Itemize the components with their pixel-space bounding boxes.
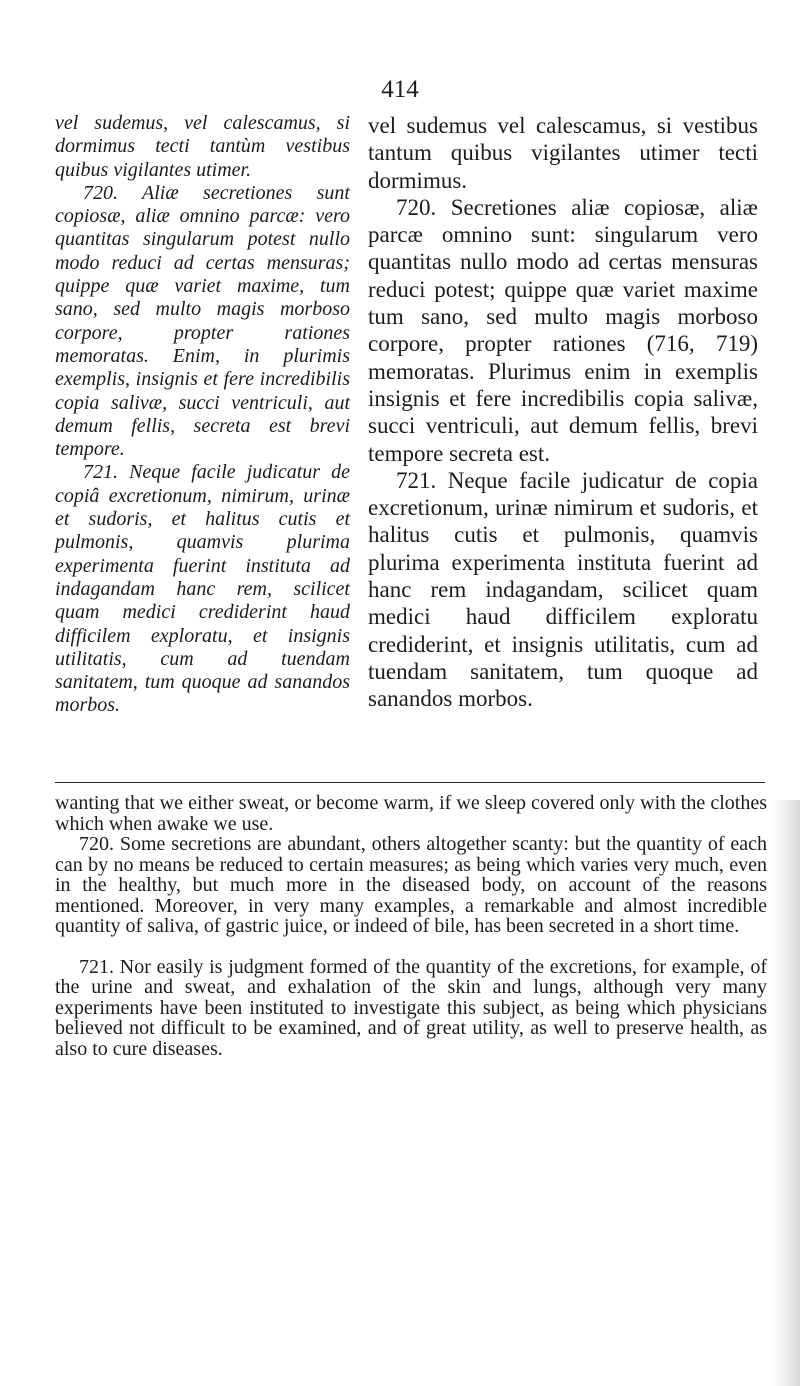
translation-paragraph-721: 721. Nor easily is judgment formed of the quantity of the excretions, for example, of the urine and sweat, and exhalation of the skin and lungs, although very many experiments have been instituted to investigate this subject, as being which physicians believed not difficult to be examined, and of great utility, as well to preserve health, as also to cure diseases. — [55, 955, 767, 1060]
english-translation — [55, 793, 767, 1059]
latin-notes-paragraph-720: 720. Aliæ secretiones sunt copiosæ, aliæ omnino parcæ: vero quantitas singularum potest nullo modo reduci ad certas mensuras; quippe quæ variet maxime, tum sano, sed multo magis morboso corpore, propter rationes memoratas. Enim, in plurimis exemplis, insignis et fere incredibilis copia salivæ, succi ventriculi, aut demum fellis, secreta est brevi tempore. — [55, 181, 350, 461]
latin-text-paragraph-720: 720. Secretiones aliæ copiosæ, aliæ parcæ omnino sunt: singularum vero quantitas nullo modo ad certas mensuras reduci potest; quippe quæ variet maxime tum sano, sed multo magis morboso corpore, propter rationes (716, 719) memoratas. Plurimus enim in exemplis insignis et fere incredibilis copia salivæ, succi ventriculi, aut demum fellis, brevi tempore secreta est. — [368, 194, 758, 466]
page-number: 414 — [381, 76, 419, 103]
latin-notes-paragraph-1: vel sudemus, vel calescamus, si dormimus tecti tantùm vestibus quibus vigilantes utimer. — [55, 112, 350, 181]
translation-paragraph-1: wanting that we either sweat, or become warm, if we sleep covered only with the clothes which when awake we use. — [55, 792, 767, 835]
latin-text-column — [368, 112, 758, 713]
latin-text-paragraph-1: vel sudemus vel calescamus, si vestibus tantum quibus vigilantes utimer tecti dormimus. — [368, 113, 758, 193]
latin-text-paragraph-721: 721. Neque facile judicatur de copia excretionum, urinæ nimirum et sudoris, et halitus cutis et pulmonis, quamvis plurima experimenta instituta fuerint ad hanc rem indagandam, scilicet quam medici haud difficilem exploratu crediderint, et insignis utilitatis, cum ad tuendam sanitatem, tum quoque ad sanandos morbos. — [368, 467, 758, 712]
translation-paragraph-720: 720. Some secretions are abundant, others altogether scanty: but the quantity of each can by no means be reduced to certain measures; as being which varies very much, even in the healthy, but much more in the diseased body, on account of the reasons mentioned. Moreover, in very many examples, a remarkable and almost incredible quantity of saliva, of gastric juice, or indeed of bile, has been secreted in a short time. — [55, 833, 767, 937]
latin-notes-column — [55, 112, 350, 718]
section-divider — [55, 782, 765, 783]
latin-notes-paragraph-721: 721. Neque facile judicatur de copiâ excretionum, nimirum, urinæ et sudoris, et halitus cutis et pulmonis, quamvis plurima experimenta fuerint instituta ad indagandam hanc rem, scilicet quam medici crediderint haud difficilem exploratu, et insignis utilitatis, cum ad tuendam sanitatem, tum quoque ad sanandos morbos. — [55, 461, 350, 717]
page-edge-shadow — [772, 800, 800, 1386]
